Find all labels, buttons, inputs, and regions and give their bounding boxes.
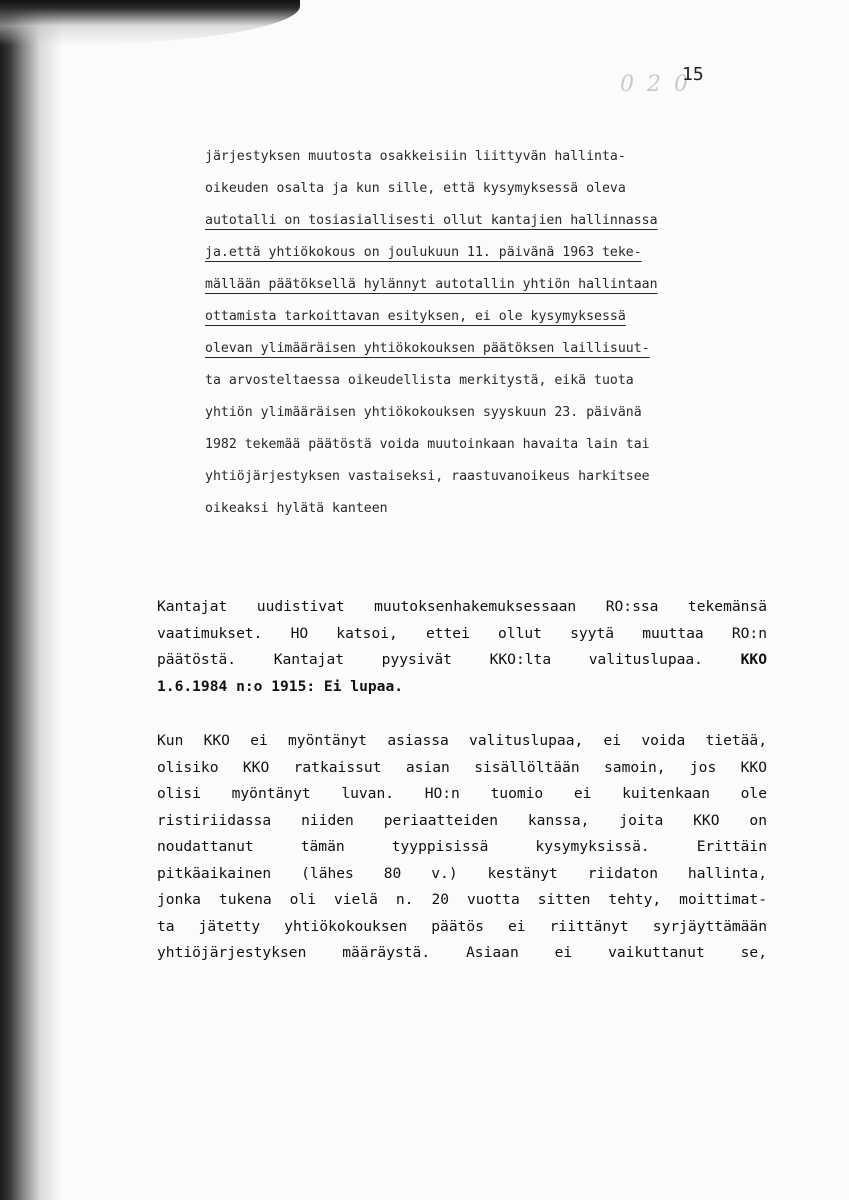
paragraph-line: Kantajat uudistivat muutoksenhakemuksessaan RO:ssa tekemänsä [157, 598, 767, 615]
scan-edge-shadow [0, 0, 70, 1200]
paragraph-line: pitkäaikainen (lähes 80 v.) kestänyt riidaton hallinta, [157, 864, 767, 882]
quote-line: yhtiön ylimääräisen yhtiökokouksen syyskuun 23. päivänä [205, 405, 642, 420]
paragraph-line: yhtiöjärjestyksen määräystä. Asiaan ei vaikuttanut se, [157, 944, 767, 961]
paragraph-line: ristiriidassa niiden periaatteiden kanssa, joita KKO on [157, 811, 767, 829]
paragraph-line: noudattanut tämän tyyppisissä kysymyksissä. Erittäin [157, 838, 767, 855]
paragraph-line: Kun KKO ei myöntänyt asiassa valituslupaa, ei voida tietää, [157, 732, 767, 749]
paragraph-line [157, 647, 767, 674]
quote-line: ottamista tarkoittavan esityksen, ei ole kysymyksessä [205, 309, 626, 324]
quote-line: mällään päätöksellä hylännyt autotallin yhtiön hallintaan [205, 277, 658, 292]
paragraph-analysis [157, 728, 767, 967]
quote-line: yhtiöjärjestyksen vastaiseksi, raastuvanoikeus harkitsee [205, 469, 650, 484]
quote-line: ja.että yhtiökokous on joulukuun 11. päivänä 1963 teke- [205, 245, 642, 260]
quote-line: ta arvosteltaessa oikeudellista merkitystä, eikä tuota [205, 373, 634, 388]
quote-line: oikeuden osalta ja kun sille, että kysymyksessä oleva [205, 181, 626, 196]
paragraph-line: olisiko KKO ratkaissut asian sisällöltään samoin, jos KKO [157, 758, 767, 776]
scan-top-shadow [0, 0, 300, 46]
court-label: KKO [740, 651, 767, 668]
body-text [157, 594, 767, 967]
quote-line: 1982 tekemää päätöstä voida muutoinkaan havaita lain tai [205, 437, 650, 452]
paragraph-line: vaatimukset. HO katsoi, ettei ollut syytä muuttaa RO:n [157, 624, 767, 642]
paragraph-line-text: päätöstä. Kantajat pyysivät KKO:lta valituslupaa. [157, 651, 703, 668]
decision-line: 1.6.1984 n:o 1915: Ei lupaa. [157, 677, 404, 695]
page-number: 15 [682, 64, 704, 85]
paragraph-line: ta jätetty yhtiökokouksen päätös ei riittänyt syrjäyttämään [157, 917, 767, 935]
archive-stamp: 0 2 0 [620, 72, 691, 97]
quote-line: oikeaksi hylätä kanteen [205, 501, 388, 516]
quote-line: olevan ylimääräisen yhtiökokouksen päätöksen laillisuut- [205, 341, 650, 356]
quote-line: autotalli on tosiasiallisesti ollut kantajien hallinnassa [205, 213, 658, 228]
paragraph-spacer [157, 700, 767, 728]
quoted-court-text [205, 141, 765, 525]
paragraph-appeal [157, 594, 767, 700]
paragraph-line: jonka tukena oli vielä n. 20 vuotta sitten tehty, moittimat- [157, 891, 767, 908]
paragraph-line: olisi myöntänyt luvan. HO:n tuomio ei kuitenkaan ole [157, 785, 767, 802]
quote-line: järjestyksen muutosta osakkeisiin liittyvän hallinta- [205, 149, 626, 164]
